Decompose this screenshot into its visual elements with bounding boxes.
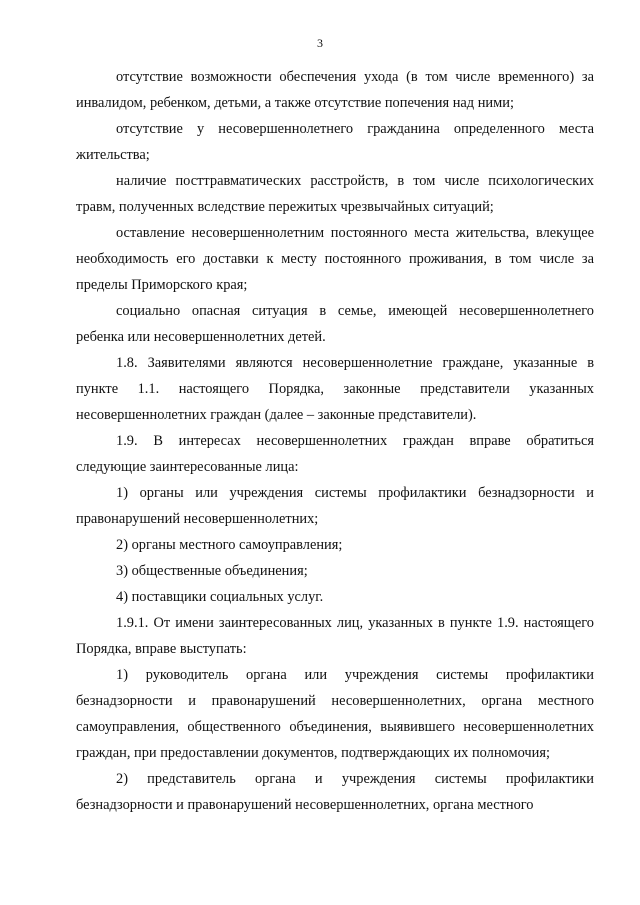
list-item-2: 2) органы местного самоуправления; <box>116 537 343 553</box>
list-item-1: 1) органы или учреждения системы профилактики безнадзорности и правонарушений несовершеннолетних; <box>76 485 594 527</box>
paragraph-no-residence: отсутствие у несовершеннолетнего гражданина определенного места жительства; <box>76 121 594 163</box>
document-body <box>76 64 594 818</box>
paragraph-family-danger: социально опасная ситуация в семье, имеющей несовершеннолетнего ребенка или несовершеннолетних детей. <box>76 303 594 345</box>
paragraph-1-9-1: 1.9.1. От имени заинтересованных лиц, указанных в пункте 1.9. настоящего Порядка, вправе выступать: <box>76 615 594 657</box>
page-number: 3 <box>317 36 323 50</box>
list-item-3: 3) общественные объединения; <box>116 563 308 579</box>
list-item-1-head: 1) руководитель органа или учреждения системы профилактики безнадзорности и правонарушений несовершеннолетних, органа местного самоуправления, общественного объединения, выявившего несовершеннолетних граждан, при предоставлении документов, подтверждающих их полномочия; <box>76 667 594 761</box>
paragraph-1-9: 1.9. В интересах несовершеннолетних граждан вправе обратиться следующие заинтересованные лица: <box>76 433 594 475</box>
list-item-2-representative: 2) представитель органа и учреждения системы профилактики безнадзорности и правонарушений несовершеннолетних, органа местного <box>76 771 594 813</box>
paragraph-trauma: наличие посттравматических расстройств, в том числе психологических травм, полученных вследствие пережитых чрезвычайных ситуаций; <box>76 173 594 215</box>
paragraph-1-8: 1.8. Заявителями являются несовершеннолетние граждане, указанные в пункте 1.1. настоящего Порядка, законные представители указанных несовершеннолетних граждан (далее – законные представители). <box>76 355 594 423</box>
list-item-4: 4) поставщики социальных услуг. <box>116 589 324 605</box>
paragraph-care-absence: отсутствие возможности обеспечения ухода (в том числе временного) за инвалидом, ребенком, детьми, а также отсутствие попечения над ними; <box>76 69 594 111</box>
paragraph-left-residence: оставление несовершеннолетним постоянного места жительства, влекущее необходимость его доставки к месту постоянного проживания, в том числе за пределы Приморского края; <box>76 225 594 293</box>
